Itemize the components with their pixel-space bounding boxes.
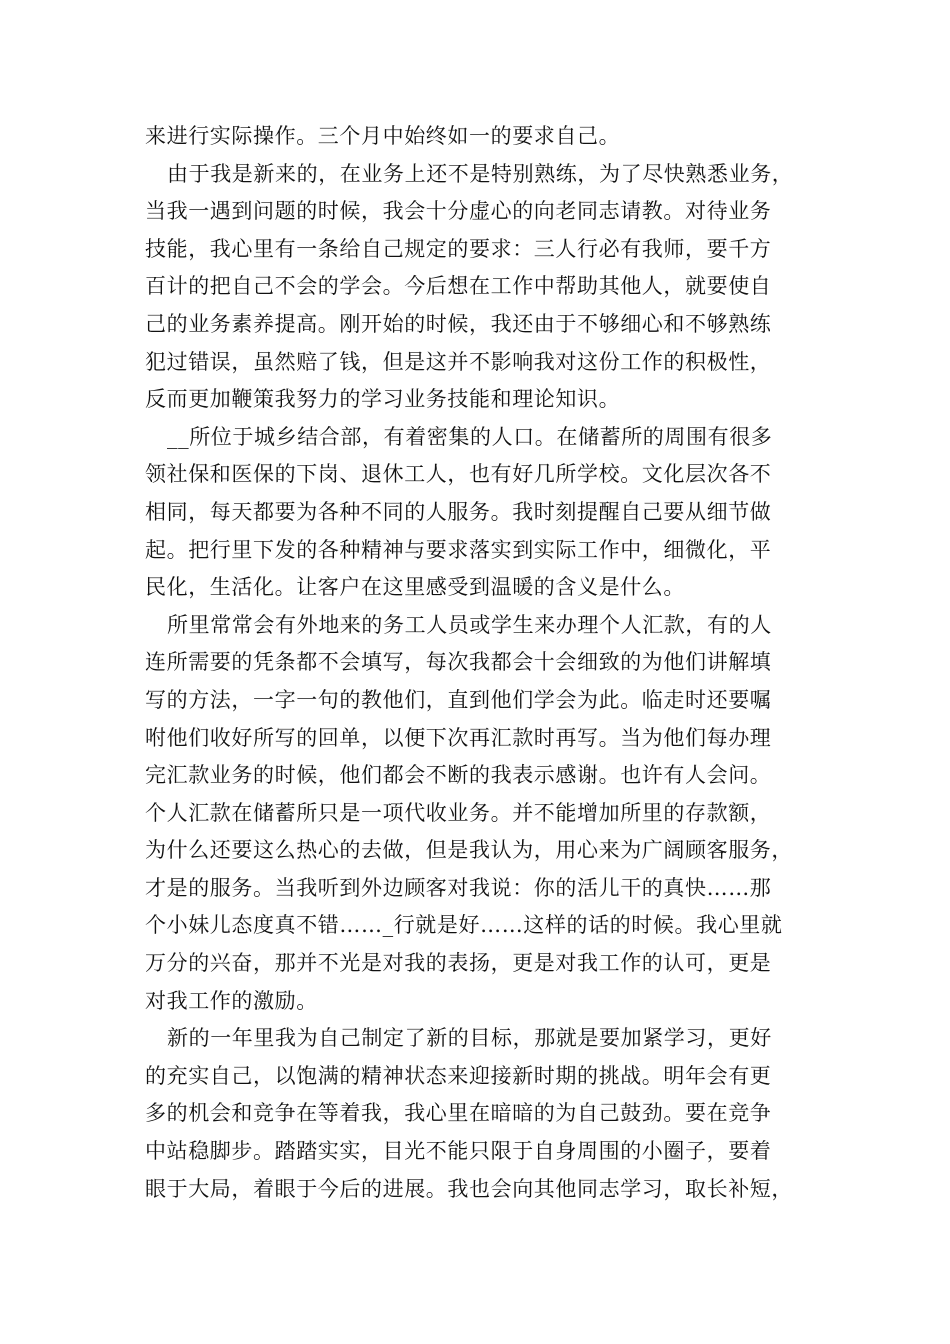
text-line: 才是的服务。当我听到外边顾客对我说：你的活儿干的真快……那 — [145, 875, 772, 900]
text-line: 咐他们收好所写的回单，以便下次再汇款时再写。当为他们每办理 — [145, 725, 772, 750]
text-line: __所位于城乡结合部，有着密集的人口。在储蓄所的周围有很多 — [167, 424, 773, 449]
text-line: 写的方法，一字一句的教他们，直到他们学会为此。临走时还要嘱 — [145, 687, 772, 712]
text-line: 眼于大局，着眼于今后的进展。我也会向其他同志学习，取长补短， — [145, 1176, 793, 1201]
text-line: 所里常常会有外地来的务工人员或学生来办理个人汇款，有的人 — [167, 612, 772, 637]
text-line: 的充实自己，以饱满的精神状态来迎接新时期的挑战。明年会有更 — [145, 1063, 772, 1088]
text-line: 起。把行里下发的各种精神与要求落实到实际工作中，细微化，平 — [145, 537, 772, 562]
text-line: 多的机会和竞争在等着我，我心里在暗暗的为自己鼓劲。要在竞争 — [145, 1101, 772, 1126]
text-line: 领社保和医保的下岗、退休工人，也有好几所学校。文化层次各不 — [145, 462, 772, 487]
text-line: 当我一遇到问题的时候，我会十分虚心的向老同志请教。对待业务 — [145, 199, 772, 224]
text-line: 百计的把自己不会的学会。今后想在工作中帮助其他人，就要使自 — [145, 274, 772, 299]
text-line: 对我工作的激励。 — [145, 988, 318, 1013]
text-line: 新的一年里我为自己制定了新的目标，那就是要加紧学习，更好 — [167, 1026, 772, 1051]
text-line: 己的业务素养提高。刚开始的时候，我还由于不够细心和不够熟练 — [145, 311, 772, 336]
document-body — [145, 118, 825, 1208]
text-line: 民化，生活化。让客户在这里感受到温暖的含义是什么。 — [145, 575, 685, 600]
text-line: 来进行实际操作。三个月中始终如一的要求自己。 — [145, 124, 621, 148]
text-line: 犯过错误，虽然赔了钱，但是这并不影响我对这份工作的积极性， — [145, 349, 772, 374]
text-line: 中站稳脚步。踏踏实实，目光不能只限于自身周围的小圈子，要着 — [145, 1139, 772, 1164]
text-line: 万分的兴奋，那并不光是对我的表扬，更是对我工作的认可，更是 — [145, 951, 772, 976]
text-line: 为什么还要这么热心的去做，但是我认为，用心来为广阔顾客服务， — [145, 838, 793, 863]
text-line: 由于我是新来的，在业务上还不是特别熟练，为了尽快熟悉业务， — [167, 161, 794, 186]
text-line: 相同，每天都要为各种不同的人服务。我时刻提醒自己要从细节做 — [145, 499, 772, 524]
text-line: 反而更加鞭策我努力的学习业务技能和理论知识。 — [145, 387, 621, 412]
text-line: 个人汇款在储蓄所只是一项代收业务。并不能增加所里的存款额， — [145, 800, 772, 825]
text-line: 完汇款业务的时候，他们都会不断的我表示感谢。也许有人会问。 — [145, 763, 772, 788]
text-line: 个小妹儿态度真不错……_行就是好……这样的话的时候。我心里就 — [145, 913, 783, 938]
text-line: 连所需要的凭条都不会填写，每次我都会十会细致的为他们讲解填 — [145, 650, 772, 675]
text-line: 技能，我心里有一条给自己规定的要求：三人行必有我师，要千方 — [145, 236, 772, 261]
